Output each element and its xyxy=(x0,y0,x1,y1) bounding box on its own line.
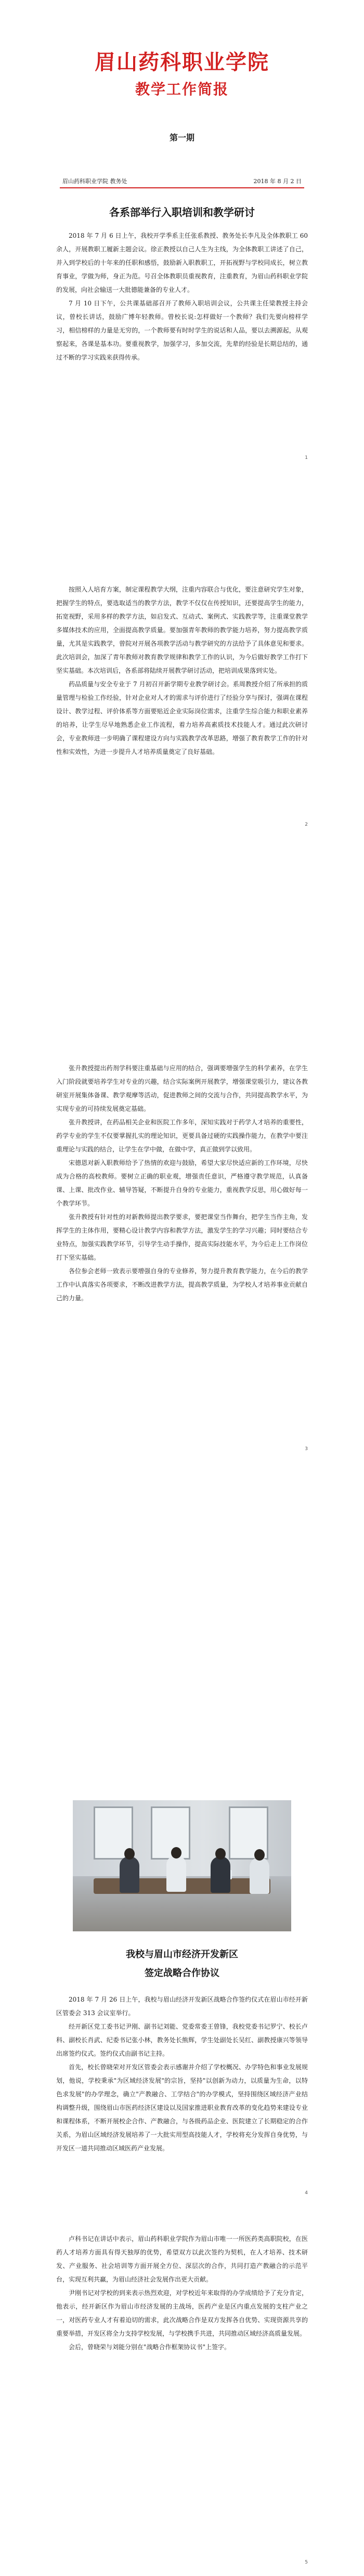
article2-paragraph: 卢科书记在讲话中表示，眉山药科职业学院作为眉山市唯一一所医药类高职院校，在医药人才培养方面具有得天独厚的优势，希望双方以此次签约为契机，在人才培养、技术研发、产业服务、社会培训等方面开展全方位、深层次的合作，共同打造产教融合的示范平台，实现互利共赢，为眉山经济社会发展作出更大贡献。 xyxy=(56,2235,308,2283)
page-number: 5 xyxy=(305,2560,308,2565)
issuer-row xyxy=(62,177,302,185)
article1-paragraph: 张升教授提出药剂学科要注重基础与应用的结合，强调要增强学生的科学素养，在学生入门阶段就要培养学生对专业的兴趣，结合实际案例开展教学，增强课堂吸引力，建议各教研室开展集体备课、教学观摩等活动，促进教师之间的交流与合作，共同提高教学水平，为实现专业的可持续发展奠定基础。 xyxy=(56,1065,308,1112)
article2-title-line2: 签定战略合作协议 xyxy=(145,1968,219,1979)
article1-paragraph: 药品质量与安全专业于 7 月初召开新学期专业教学研讨会。系周教授介绍了所承担的质量管理与检验工作经验，针对企业对人才的需求与评价进行了经验分享与探讨，强调在课程设计、教学过程、评价体系等方面要贴近企业实际岗位需求，注重学生综合能力和职业素养的培养，让学生尽早地熟悉企业工作流程，着力培养高素质技术技能人才。通过此次研讨会，专业教师进一步明确了课程建设方向与实践教学改革思路，增强了教育教学工作的针对性和实效性，为进一步提升人才培养质量奠定了良好基础。 xyxy=(56,681,308,755)
article2-paragraph: 首先，校长曾晓荣对开发区管委会表示感谢并介绍了学校概况、办学特色和事业发展规划，他说，学校秉承"为区域经济发展"的宗旨，坚持"以创新为动力，以质量为生命，以特色求发展"的办学理念，确立"产教融合、工学结合"的办学模式，坚持围绕区域经济产业结构调整升级，围绕眉山市医药经济区建设以及国家推进职业教育改革的变化趋势来建设专业和课程体系，不断开展校企合作、产教融合，与各级药品企业、医院建立了长期稳定的合作关系，为眉山区域经济发展培养了一大批实用型高技能人才，学校将充分发挥自身优势，与开发区一道共同推动区域医药产业发展。 xyxy=(56,2064,308,2152)
page-number: 2 xyxy=(305,822,308,827)
article2-paragraph: 经开新区党工委书记尹刚、副书记刘能、党委常委王曾锋，我校党委书记罗宁、校长卢科、副校长肖武、纪委书记张小林，教务处长熊辉，学生处副处长吴红、副教授康兴等领导出席签约仪式。签约仪式由副书记主持。 xyxy=(56,2023,308,2057)
article2-paragraph: 会后，曾晓荣与刘能分别在"战略合作框架协议书"上签字。 xyxy=(69,2343,231,2351)
article1-paragraph: 按照入人培育方案，制定课程教学大纲，注重内容联合与优化，要注意研究学生对象，把握学生的特点，要选取适当的教学方法，教学不仅仅在传授知识，还要提高学生的能力，拓宽视野，采用多样的教学方法，如启发式、互动式、案例式、实践教学等，注重课堂教学多媒体技术的应用，全面提高教学质量。要加强青年教师的教学能力培养，努力提高教学质量，尤其是实践教学，曾院对开展各项教学活动与教学研究的方法给予了具体意见和要求。此次培训会，加深了青年教师对教育教学规律和教学工作的认识，为今后做好教学工作打下坚实基础。本次培训后，各系部将陆续开展教学研讨活动，把培训成果落到实处。 xyxy=(56,586,308,674)
article1-paragraph: 宋德恩对新入职教师给予了热情的欢迎与鼓励，希望大家尽快适应新的工作环境，尽快成为合格的高校教师。要树立正确的职业观，增强责任意识，严格遵守教学规范，认真备课、上课、批改作业、辅导答疑，不断提升自身的专业能力，重视教学反思，用心做好每一个教学环节。 xyxy=(56,1159,308,1207)
signing-ceremony-photo xyxy=(73,1800,291,1931)
article1-title: 各系部举行入职培训和教学研讨 xyxy=(109,206,255,219)
article2-paragraph: 2018 年 7 月 26 日上午，我校与眉山经济开发新区战略合作签约仪式在眉山市经开新区管委会 313 会议室举行。 xyxy=(56,1996,308,2017)
page1-body xyxy=(0,229,364,364)
issue-number: 第一期 xyxy=(169,133,194,143)
page4-body xyxy=(0,1993,364,2155)
page5-body xyxy=(0,2232,364,2354)
page2-body xyxy=(0,583,364,759)
article1-paragraph: 张升教授讲，在药品相关企业和医院工作多年，深知实践对于药学人才培养的重要性，药学专业的学生不仅要掌握扎实的理论知识，更要具备过硬的实践操作能力，在教学中要注重理论与实践的结合，让学生在学中做，在做中学，真正做到学以致用。 xyxy=(56,1119,308,1153)
masthead-title: 眉山药科职业学院 xyxy=(95,50,269,74)
article2-paragraph: 尹刚书记对学校的到来表示热烈欢迎，对学校近年来取得的办学成绩给予了充分肯定，他表示，经开新区作为眉山市经济发展的主战场，医药产业是区内重点发展的支柱产业之一，对医药专业人才有着迫切的需求，此次战略合作是双方发挥各自优势、实现资源共享的重要举措，开发区将全力支持学校发展，与学校携手共进，共同推动区域经济高质量发展。 xyxy=(56,2289,308,2337)
article1-paragraph: 各位参会老师一致表示要增强自身的专业修养，努力提升教育教学能力，在今后的教学工作中认真落实各项要求，不断改进教学方法，提高教学质量，为学校人才培养事业贡献自己的力量。 xyxy=(56,1267,308,1302)
issue-date: 2018 年 8 月 2 日 xyxy=(253,178,302,185)
issuer: 眉山药科职业学院 教务处 xyxy=(62,178,127,185)
article1-paragraph: 张升教授有针对性的对新教师提出教学要求，要把课堂当作舞台，把学生当作主角，发挥学生的主体作用，要精心设计教学内容和教学方法，激发学生的学习兴趣；同时要结合专业特点，加强实践教学环节，引导学生动手操作，提高实际技能水平，为今后走上工作岗位打下坚实基础。 xyxy=(56,1213,308,1261)
article1-paragraph: 2018 年 7 月 6 日上午，我校开学季系主任张系教授、教务处长李凡及全体教职工 60 余人，开展教职工履新主题会议。徐正教授以自己人生为主线，为全体教职工讲述了自己，并入到学校后的十年来的任职和感悟，鼓励新入职教职工，开拓视野与学校同成长，树立教育事业，学做为师，身正为范。号召全体教职员重视教育，注重教育，为眉山药科职业学院的发展，向社会输送一大批德能兼备的专业人才。 xyxy=(56,232,308,293)
page3-body xyxy=(0,1061,364,1305)
masthead-divider xyxy=(60,187,304,188)
article2-title-line1: 我校与眉山市经济开发新区 xyxy=(126,1949,238,1960)
page-number: 1 xyxy=(305,455,308,460)
page-number: 4 xyxy=(305,2190,308,2196)
masthead-subtitle: 教学工作简报 xyxy=(135,81,229,98)
page-number: 3 xyxy=(305,1446,308,1452)
article1-paragraph: 7 月 10 日下午，公共课基础部召开了教师入职培训会议，公共课主任梁教授主持会议，曾校长讲话，鼓励广博年轻教师。曾校长说:怎样做好一个教师？我们先要向榜样学习，相信榜样的力量是无穷的，一个教师要有时时学生的说话和人品，要以去溯源起，从观察起来，各课是基本功。要重视教学，加强学习，多加交流，先辈的经验是长期总结的，通过不断的学习实践来获得传承。 xyxy=(56,300,308,361)
